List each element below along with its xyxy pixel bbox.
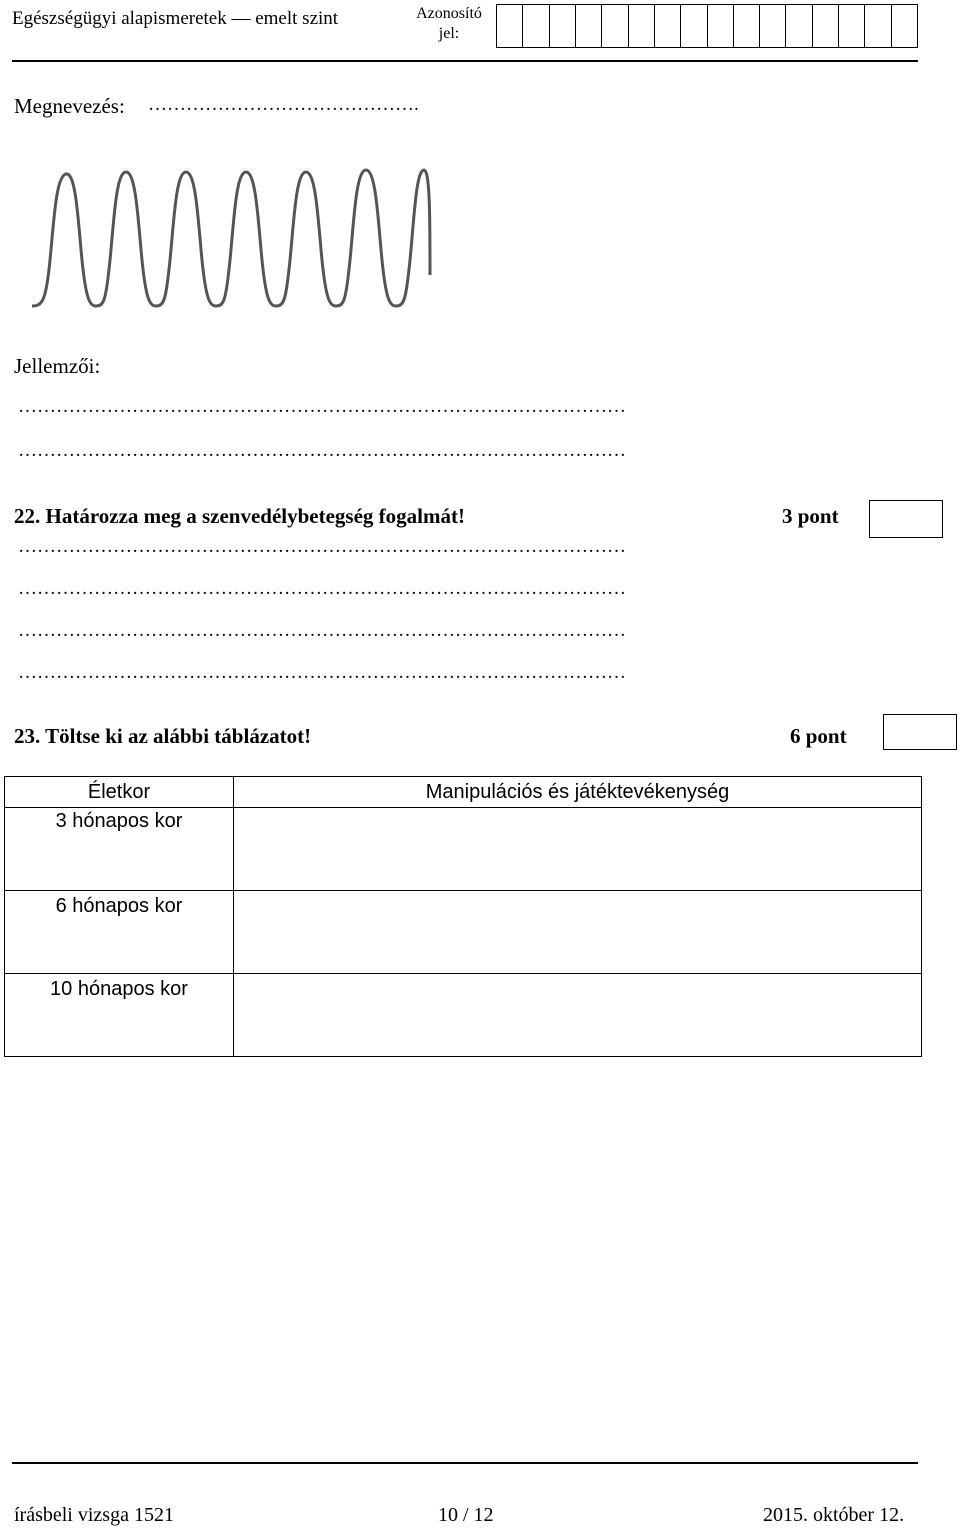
activity-answer-cell[interactable] bbox=[234, 891, 922, 974]
id-box-cell[interactable] bbox=[760, 5, 786, 47]
sine-wave bbox=[32, 170, 430, 306]
characteristics-answer-line[interactable]: …………………………………………………………………………………… bbox=[18, 440, 626, 461]
id-box-cell[interactable] bbox=[497, 5, 523, 47]
id-box-cell[interactable] bbox=[734, 5, 760, 47]
question-23-score-box[interactable] bbox=[883, 714, 957, 750]
id-box-cell[interactable] bbox=[708, 5, 734, 47]
question-22-answer-line[interactable]: …………………………………………………………………………………… bbox=[18, 578, 626, 599]
footer-rule bbox=[12, 1462, 918, 1464]
activity-answer-cell[interactable] bbox=[234, 808, 922, 891]
id-box-cell[interactable] bbox=[865, 5, 891, 47]
id-box-cell[interactable] bbox=[602, 5, 628, 47]
header-rule bbox=[12, 60, 918, 62]
question-23: 23. Töltse ki az alábbi táblázatot! bbox=[14, 724, 312, 748]
id-box-cell[interactable] bbox=[892, 5, 917, 47]
naming-label: Megnevezés: bbox=[14, 94, 125, 118]
id-label-line1: Azonosító bbox=[416, 5, 482, 22]
age-cell: 6 hónapos kor bbox=[5, 891, 234, 974]
question-22-answer-line[interactable]: …………………………………………………………………………………… bbox=[18, 536, 626, 557]
id-box-cell[interactable] bbox=[655, 5, 681, 47]
characteristics-answer-line[interactable]: …………………………………………………………………………………… bbox=[18, 396, 626, 417]
id-box-cell[interactable] bbox=[629, 5, 655, 47]
development-table bbox=[4, 776, 922, 1057]
column-header-activity: Manipulációs és játéktevékenység bbox=[234, 777, 922, 808]
waveform-graphic bbox=[28, 160, 438, 330]
table-header-row bbox=[5, 777, 922, 808]
table-row bbox=[5, 891, 922, 974]
footer-page-number: 10 / 12 bbox=[438, 1504, 494, 1526]
age-cell: 10 hónapos kor bbox=[5, 974, 234, 1057]
question-22-answer-line[interactable]: …………………………………………………………………………………… bbox=[18, 662, 626, 683]
id-box-cell[interactable] bbox=[786, 5, 812, 47]
table-row bbox=[5, 808, 922, 891]
footer-date: 2015. október 12. bbox=[763, 1504, 905, 1526]
column-header-age: Életkor bbox=[5, 777, 234, 808]
footer-exam-label: írásbeli vizsga 1521 bbox=[14, 1504, 174, 1526]
question-22: 22. Határozza meg a szenvedélybetegség fogalmát! bbox=[14, 504, 465, 528]
age-cell: 3 hónapos kor bbox=[5, 808, 234, 891]
naming-answer-line[interactable]: ……………………………………. bbox=[148, 94, 419, 115]
id-label bbox=[408, 4, 490, 44]
characteristics-label: Jellemzői: bbox=[14, 354, 101, 378]
id-box-cell[interactable] bbox=[839, 5, 865, 47]
id-box-cell[interactable] bbox=[813, 5, 839, 47]
question-22-score-box[interactable] bbox=[869, 500, 943, 538]
header-title: Egészségügyi alapismeretek — emelt szint bbox=[12, 8, 339, 29]
question-22-answer-line[interactable]: …………………………………………………………………………………… bbox=[18, 620, 626, 641]
activity-answer-cell[interactable] bbox=[234, 974, 922, 1057]
id-box-cell[interactable] bbox=[523, 5, 549, 47]
id-label-line2: jel: bbox=[438, 25, 460, 42]
id-box-cell[interactable] bbox=[550, 5, 576, 47]
id-boxes[interactable] bbox=[496, 4, 918, 48]
id-box-cell[interactable] bbox=[576, 5, 602, 47]
table-row bbox=[5, 974, 922, 1057]
question-23-points: 6 pont bbox=[790, 724, 847, 748]
id-box-cell[interactable] bbox=[681, 5, 707, 47]
question-22-points: 3 pont bbox=[782, 504, 839, 528]
